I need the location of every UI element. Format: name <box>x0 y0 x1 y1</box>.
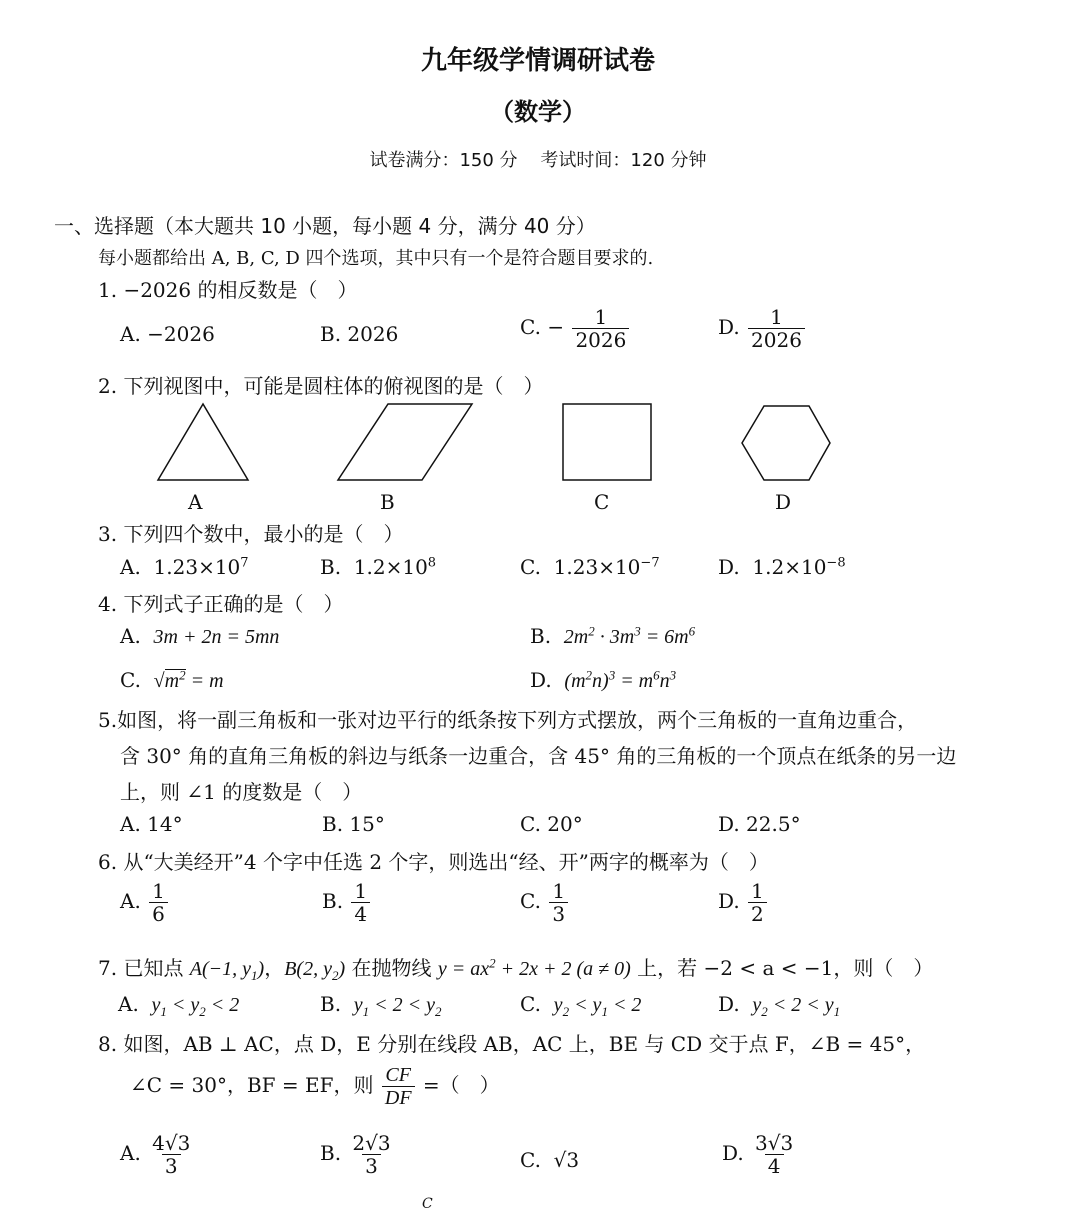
shape-label-a: A <box>188 490 203 514</box>
figure-point-label: C <box>422 1196 433 1212</box>
question-1-stem: 1. −2026 的相反数是（ ） <box>98 278 358 302</box>
q3-option-c-base: 1.23×10 <box>553 555 641 579</box>
q4-option-d <box>530 668 676 693</box>
q4-option-b <box>530 624 695 649</box>
q8-option-d <box>722 1132 798 1177</box>
q7-option-c-expr: $y_2 < y_1 < 2$ <box>553 994 642 1019</box>
q1-option-c-label: C. <box>520 315 541 339</box>
q3-option-b <box>320 555 436 579</box>
q6-option-b-label: B. <box>322 889 344 913</box>
fraction-denominator: 6 <box>149 902 168 925</box>
question-8-line-2 <box>130 1064 500 1109</box>
q7-option-a-label: A. <box>118 992 139 1016</box>
fraction-denominator: 2026 <box>572 328 629 351</box>
fraction-denominator: 4 <box>765 1154 784 1177</box>
q7-option-c-label: C. <box>520 992 541 1016</box>
q7-option-d <box>718 992 840 1017</box>
fraction-denominator: 2026 <box>748 328 805 351</box>
q8-line-2-text: ∠C = 30°，BF = EF，则 <box>130 1073 374 1097</box>
subject-title: （数学） <box>490 98 586 126</box>
q7-option-a <box>118 992 239 1017</box>
q7-stem-part-d: 上，若 −2 < a < −1，则（ ） <box>630 956 934 980</box>
section-heading: 一、选择题（本大题共 10 小题，每小题 4 分，满分 40 分） <box>54 214 596 238</box>
fraction-numerator: 1 <box>552 879 566 903</box>
q6-option-a-label: A. <box>120 889 141 913</box>
fraction-numerator: 1 <box>354 879 368 903</box>
question-4-stem: 4. 下列式子正确的是（ ） <box>98 592 344 616</box>
fraction-numerator: CF <box>385 1064 411 1086</box>
q8-option-a-label: A. <box>120 1141 141 1165</box>
q6-option-c <box>520 880 570 925</box>
q4-option-a <box>120 624 279 649</box>
q6-option-d-label: D. <box>718 889 740 913</box>
q3-option-a-exponent: 7 <box>240 555 249 571</box>
shape-label-c: C <box>594 490 610 514</box>
q3-option-a-base: 1.23×10 <box>153 555 241 579</box>
q8-line-2-tail: =（ ） <box>422 1073 500 1097</box>
q4-option-b-expr: $2m^2 \cdot 3m^3 = 6m^6$ <box>563 623 696 648</box>
q4-option-a-expr: 3m + 2n = 5mn <box>153 626 280 648</box>
fraction-numerator: 1 <box>751 879 764 903</box>
q7-point-b: B(2, $y_2$) <box>284 958 346 983</box>
q2-view-shapes <box>150 398 870 488</box>
q8-option-c-expr: √3 <box>553 1148 580 1172</box>
q4-option-d-label: D. <box>530 668 552 692</box>
q7-stem-part-c: 在抛物线 <box>345 956 438 980</box>
square-view <box>563 404 651 480</box>
q7-stem-part-a: 7. 已知点 <box>98 956 190 980</box>
q7-stem-part-b: ， <box>264 956 285 980</box>
q6-option-b-fraction <box>351 880 370 925</box>
fraction-numerator: 1 <box>594 305 608 329</box>
fraction-denominator: 3 <box>162 1154 181 1177</box>
shape-label-d: D <box>775 490 792 514</box>
q4-option-a-label: A. <box>120 624 141 648</box>
q5-option-d: D. 22.5° <box>718 812 801 836</box>
q7-option-b-label: B. <box>320 992 342 1016</box>
question-3-stem: 3. 下列四个数中，最小的是（ ） <box>98 522 404 546</box>
q3-option-a <box>120 555 249 579</box>
question-5-line-3: 上，则 ∠1 的度数是（ ） <box>120 780 363 804</box>
fraction-denominator: DF <box>382 1086 415 1109</box>
q7-option-b-expr: $y_1 < 2 < y_2$ <box>353 994 442 1019</box>
q1-option-a: A. −2026 <box>120 322 215 346</box>
question-5-line-2: 含 30° 角的直角三角板的斜边与纸条一边重合，含 45° 角的三角板的一个顶点在纸条的另一边 <box>120 744 957 768</box>
question-2-stem: 2. 下列视图中，可能是圆柱体的俯视图的是（ ） <box>98 374 544 398</box>
q8-option-a <box>120 1132 195 1177</box>
fraction-numerator: 4√3 <box>152 1131 191 1155</box>
page-title: 九年级学情调研试卷 <box>420 46 655 76</box>
q3-option-c-exponent: −7 <box>640 555 660 571</box>
q7-option-d-expr: $y_2 < 2 < y_1$ <box>752 994 841 1019</box>
fraction-numerator: 3√3 <box>755 1131 794 1155</box>
q7-option-c <box>520 992 641 1017</box>
exam-meta: 试卷满分：150 分 考试时间：120 分钟 <box>369 150 707 171</box>
fraction-numerator: 2√3 <box>352 1131 391 1155</box>
question-7-stem <box>98 952 933 981</box>
q3-option-d-exponent: −8 <box>826 555 846 571</box>
question-5-line-1: 5.如图，将一副三角板和一张对边平行的纸条按下列方式摆放，两个三角板的一直角边重合， <box>98 708 918 732</box>
q3-option-b-base: 1.2×10 <box>353 555 428 579</box>
q6-option-b <box>322 880 372 925</box>
q6-option-a <box>120 880 170 925</box>
q4-option-d-expr: $(m^2n)^3 = m^6n^3$ <box>564 667 677 692</box>
q7-option-d-label: D. <box>718 992 740 1016</box>
q3-option-b-exponent: 8 <box>427 555 437 571</box>
q3-option-d-label: D. <box>718 555 740 579</box>
q8-option-c-label: C. <box>520 1148 541 1172</box>
q3-option-c <box>520 555 660 579</box>
q3-option-b-label: B. <box>320 555 342 579</box>
fraction-denominator: 3 <box>362 1154 381 1177</box>
q5-option-c: C. 20° <box>520 812 583 836</box>
q6-option-d-fraction <box>748 880 767 925</box>
q1-option-d <box>718 306 807 351</box>
q3-option-d-base: 1.2×10 <box>752 555 827 579</box>
q4-option-b-label: B. <box>530 624 552 648</box>
q1-option-c <box>520 306 631 351</box>
q3-option-d <box>718 555 846 579</box>
parallelogram-view <box>338 404 472 480</box>
q8-option-d-fraction <box>752 1132 796 1177</box>
q5-option-a: A. 14° <box>120 812 183 836</box>
fraction-denominator: 2 <box>748 902 767 925</box>
q1-option-c-fraction <box>572 306 629 351</box>
q8-option-b-label: B. <box>320 1141 342 1165</box>
q8-option-b-fraction <box>349 1132 393 1177</box>
shape-label-b: B <box>380 490 395 514</box>
q8-option-c <box>520 1148 579 1172</box>
q6-option-a-fraction <box>149 880 168 925</box>
fraction-numerator: 1 <box>152 879 165 903</box>
q7-option-b <box>320 992 442 1017</box>
q4-option-c-label: C. <box>120 668 141 692</box>
q8-option-b <box>320 1132 396 1177</box>
q1-option-c-sign: − <box>547 315 565 339</box>
q1-option-d-label: D. <box>718 315 740 339</box>
q3-option-a-label: A. <box>120 555 141 579</box>
q5-option-b: B. 15° <box>322 812 385 836</box>
question-8-line-1: 8. 如图，AB ⊥ AC，点 D，E 分别在线段 AB，AC 上，BE 与 CD 交于点 F，∠B = 45°， <box>98 1032 926 1056</box>
q4-option-c <box>120 668 224 693</box>
fraction-numerator: 1 <box>770 305 783 329</box>
fraction-denominator: 4 <box>351 902 370 925</box>
q6-option-d <box>718 880 769 925</box>
q6-option-c-fraction <box>549 880 568 925</box>
triangle-view <box>158 404 248 480</box>
q7-point-a: A(−1, $y_1$) <box>189 958 265 983</box>
q8-option-a-fraction <box>149 1132 193 1177</box>
q7-parabola: $y = ax^2 + 2x + 2$ (a ≠ 0) <box>437 955 631 980</box>
section-note: 每小题都给出 A, B, C, D 四个选项，其中只有一个是符合题目要求的. <box>98 248 654 269</box>
q1-option-b: B. 2026 <box>320 322 399 346</box>
q8-ratio-fraction <box>382 1064 415 1109</box>
q3-option-c-label: C. <box>520 555 541 579</box>
q4-option-c-expr: $√m^2 = m$ <box>153 667 224 692</box>
q7-option-a-expr: $y_1 < y_2 < 2$ <box>151 994 240 1019</box>
fraction-denominator: 3 <box>549 902 568 925</box>
q1-option-d-fraction <box>748 306 805 351</box>
q8-option-d-label: D. <box>722 1141 744 1165</box>
hexagon-view <box>742 406 830 480</box>
question-6-stem: 6. 从“大美经开”4 个字中任选 2 个字，则选出“经、开”两字的概率为（ ） <box>98 850 769 874</box>
q6-option-c-label: C. <box>520 889 541 913</box>
